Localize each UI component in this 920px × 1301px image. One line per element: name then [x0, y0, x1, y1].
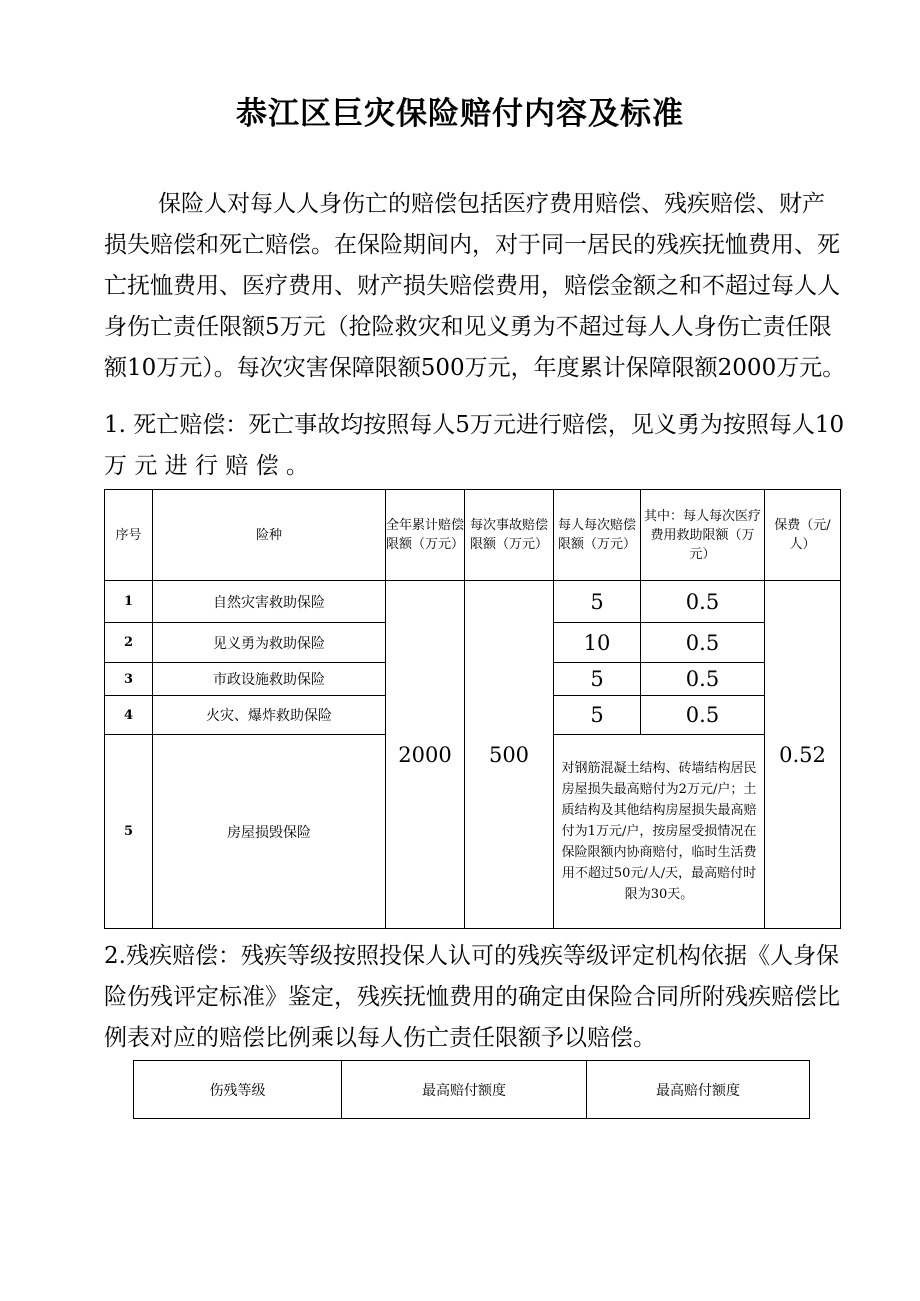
insurance-table	[104, 489, 841, 929]
annual-limit-value: 2000	[386, 581, 465, 929]
char: 额	[518, 1025, 541, 1051]
disability-line: 2.残疾赔偿：残疾等级按照投保人认可的残疾等级评定机构依据《人身保	[104, 943, 839, 969]
intro-paragraph	[104, 184, 846, 389]
char: 万	[104, 453, 127, 479]
header-max-payout: 最高赔付额度	[342, 1061, 587, 1119]
house-damage-note: 对钢筋混凝土结构、砖墙结构居民房屋损失最高赔付为2万元/户；土质结构及其他结构房屋损失最高赔付为1万元/户，按房屋受损情况在保险限额内协商赔付，临时生活费用不超过50元/人/天，最高赔付时限为30天。	[554, 735, 765, 929]
header-event-limit: 每次事故赔偿限额（万元）	[465, 490, 554, 581]
char: 限	[495, 1025, 518, 1051]
char: 以	[334, 1025, 357, 1051]
death-compensation-line2	[104, 446, 841, 487]
row-no: 4	[105, 696, 153, 735]
disability-line: 险伤残评定标准》鉴定，残疾抚恤费用的确定由保险合同所附残疾赔偿比	[104, 984, 840, 1010]
header-annual-limit: 全年累计赔偿限额（万元）	[386, 490, 465, 581]
char: 。	[633, 1025, 656, 1051]
row-per-person: 5	[554, 581, 641, 623]
row-medical: 0.5	[641, 696, 765, 735]
char: 以	[564, 1025, 587, 1051]
row-no: 2	[105, 623, 153, 663]
char: 比	[265, 1025, 288, 1051]
intro-line: 损失赔偿和死亡赔偿。在保险期间内，对于同一居民的残疾抚恤费用、死	[104, 232, 840, 258]
char: 偿	[255, 453, 279, 479]
header-type: 险种	[153, 490, 386, 581]
row-name: 市政设施救助保险	[153, 663, 386, 696]
table-row	[105, 581, 841, 623]
row-name: 见义勇为救助保险	[153, 623, 386, 663]
char: 任	[472, 1025, 495, 1051]
row-medical: 0.5	[641, 581, 765, 623]
header-disability-grade: 伤残等级	[134, 1061, 342, 1119]
char: 行	[194, 453, 218, 479]
char: 偿	[610, 1025, 633, 1051]
char: 元	[134, 453, 158, 479]
intro-line: 身伤亡责任限额5万元（抢险救灾和见义勇为不超过每人人身伤亡责任限	[104, 314, 832, 340]
premium-value: 0.52	[765, 581, 841, 929]
char: 责	[449, 1025, 472, 1051]
row-medical: 0.5	[641, 623, 765, 663]
char: 乘	[311, 1025, 334, 1051]
char: 对	[150, 1025, 173, 1051]
disability-line-last	[104, 1018, 841, 1059]
disability-table	[133, 1060, 810, 1119]
row-per-person: 5	[554, 663, 641, 696]
char: 人	[380, 1025, 403, 1051]
row-name: 自然灾害救助保险	[153, 581, 386, 623]
char: 应	[173, 1025, 196, 1051]
char: 赔	[219, 1025, 242, 1051]
char: 进	[164, 453, 188, 479]
char: 每	[357, 1025, 380, 1051]
char: 赔	[225, 453, 249, 479]
row-name: 房屋损毁保险	[153, 735, 386, 929]
intro-line: 亡抚恤费用、医疗费用、财产损失赔偿费用，赔偿金额之和不超过每人人	[104, 273, 840, 299]
intro-line: 额10万元）。每次灾害保障限额500万元，年度累计保障限额2000万元。	[104, 355, 846, 381]
char: 例	[288, 1025, 311, 1051]
char: 偿	[242, 1025, 265, 1051]
row-medical: 0.5	[641, 663, 765, 696]
char: 伤	[403, 1025, 426, 1051]
death-compensation-section	[104, 405, 845, 487]
row-no: 3	[105, 663, 153, 696]
event-limit-value: 500	[465, 581, 554, 929]
header-max-payout-2: 最高赔付额度	[587, 1061, 810, 1119]
intro-line: 保险人对每人人身伤亡的赔偿包括医疗费用赔偿、残疾赔偿、财产	[158, 191, 825, 217]
row-no: 1	[105, 581, 153, 623]
header-no: 序号	[105, 490, 153, 581]
char: 亡	[426, 1025, 449, 1051]
death-compensation-line: 1. 死亡赔偿：死亡事故均按照每人5万元进行赔偿，见义勇为按照每人10	[104, 412, 845, 438]
disability-compensation-section	[104, 936, 841, 1059]
header-per-person-limit: 每人每次赔偿限额（万元）	[554, 490, 641, 581]
header-premium: 保费（元/人）	[765, 490, 841, 581]
row-per-person: 10	[554, 623, 641, 663]
row-per-person: 5	[554, 696, 641, 735]
char: 赔	[587, 1025, 610, 1051]
page-title: 恭江区巨灾保险赔付内容及标准	[236, 96, 684, 132]
row-name: 火灾、爆炸救助保险	[153, 696, 386, 735]
char: 例	[104, 1025, 127, 1051]
char: 表	[127, 1025, 150, 1051]
char: 予	[541, 1025, 564, 1051]
header-medical-limit: 其中：每人每次医疗费用救助限额（万元）	[641, 490, 765, 581]
row-no: 5	[105, 735, 153, 929]
char: 的	[196, 1025, 219, 1051]
char: 。	[285, 453, 309, 479]
